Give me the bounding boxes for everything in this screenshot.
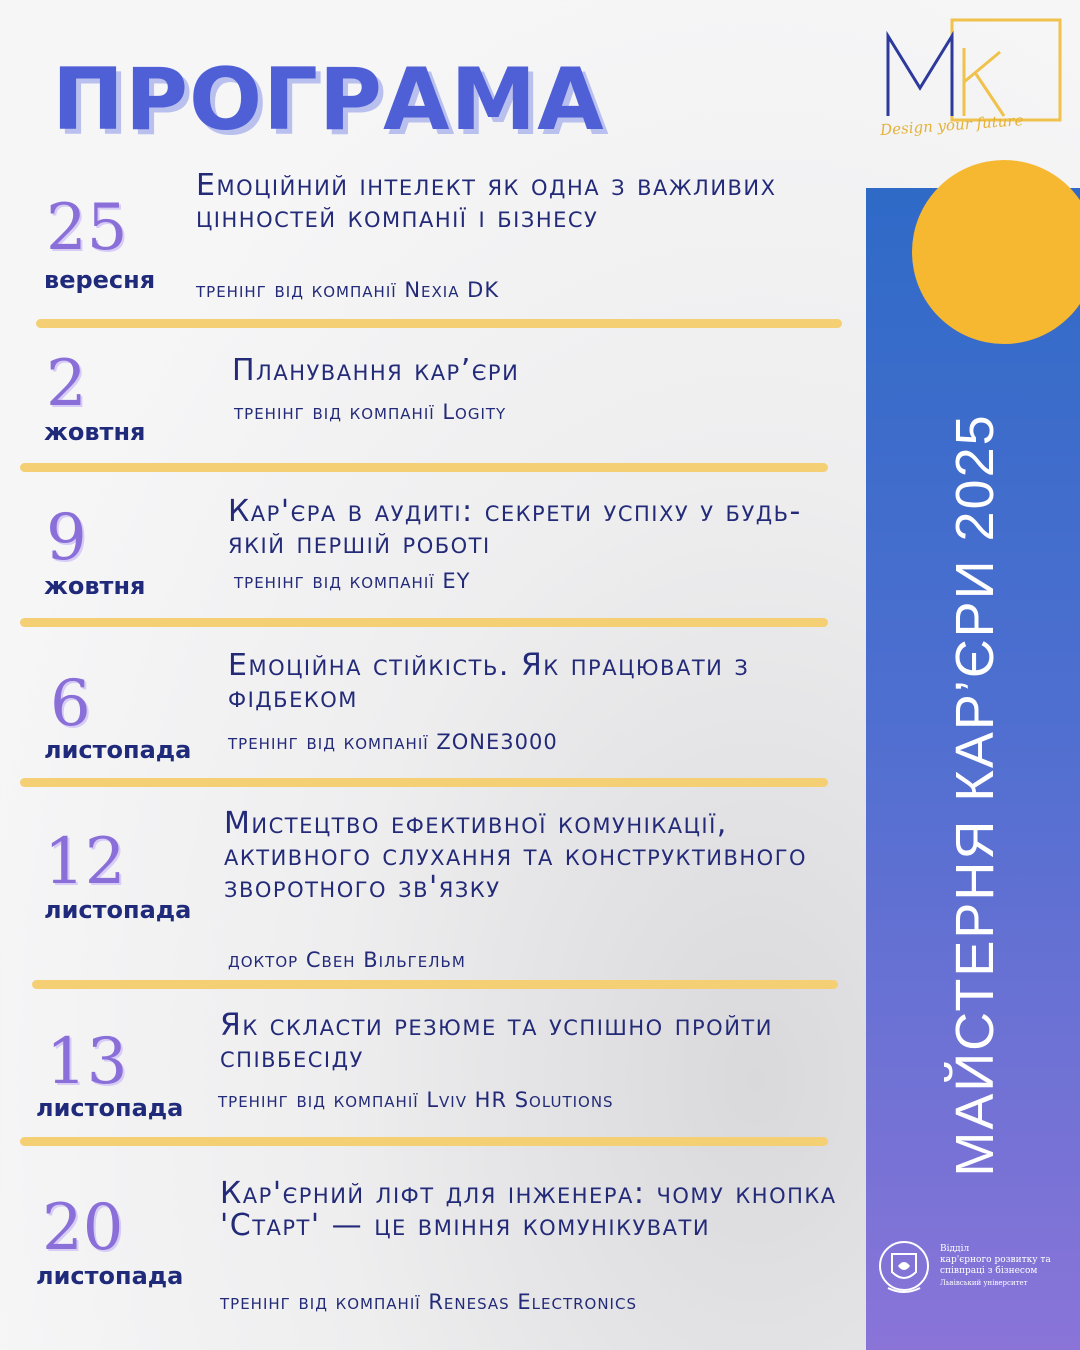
event-5-title: Мистецтво ефективної комунікації, активного слухання та конструктивного зворотного зв'язку [224,806,808,905]
event-1-day: 25 [46,191,128,265]
divider-3 [20,618,828,627]
university-line-3: співпраці з бізнесом [940,1266,1038,1276]
divider-6 [20,1137,828,1146]
event-7-day: 20 [42,1191,124,1265]
divider-5 [32,980,838,989]
event-4-subtitle: тренінг від компанії ZONE3000 [228,730,558,754]
event-1-title: Емоційний інтелект як одна з важливих цінностей компанії і бізнесу [196,168,777,235]
university-line-4: Львівський університет [940,1279,1028,1287]
page-title: ПРОГРАМА [52,50,605,150]
event-4-month: листопада [44,736,192,764]
university-seal-icon [876,1236,932,1298]
event-4-title: Емоційна стійкість. Як працювати з фідбеком [228,648,750,715]
event-2-title: Планування кар’єри [232,353,520,388]
event-5-subtitle: доктор Свен Вільгельм [228,948,466,972]
side-title: МАЙСТЕРНЯ КАР’ЄРИ 2025 [945,413,1005,1177]
event-2-subtitle: тренінг від компанії Logity [234,400,507,424]
event-6-day: 13 [46,1025,128,1099]
event-2-month: жовтня [44,418,146,446]
event-7-title: Кар'єрний ліфт для інженера: чому кнопка 'Старт' — це вміння комунікувати [220,1176,837,1243]
event-5-month: листопада [44,896,192,924]
event-3-title: Кар'єра в аудиті: секрети успіху у будь-якій першій роботі [228,494,802,561]
event-1-subtitle: тренінг від компанії Nexia DK [196,278,500,302]
divider-4 [20,778,828,787]
university-line-2: кар'єрного розвитку та [940,1255,1051,1265]
event-5-day: 12 [44,825,126,899]
event-6-title: Як скласти резюме та успішно пройти співбесіду [220,1008,773,1075]
event-1-month: вересня [44,266,156,294]
event-3-subtitle: тренінг від компанії EY [234,569,471,593]
event-7-month: листопада [36,1262,184,1290]
university-line-1: Відділ [940,1244,970,1254]
event-6-subtitle: тренінг від компанії Lviv HR Solutions [218,1088,614,1112]
event-4-day: 6 [50,667,91,741]
event-7-subtitle: тренінг від компанії Renesas Electronics [220,1290,637,1314]
event-3-day: 9 [46,501,87,575]
divider-1 [36,319,842,328]
divider-2 [20,463,828,472]
event-2-day: 2 [46,347,87,421]
university-label [940,1244,1080,1289]
logo-caption: Design your future [879,111,1024,140]
event-6-month: листопада [36,1094,184,1122]
event-3-month: жовтня [44,572,146,600]
